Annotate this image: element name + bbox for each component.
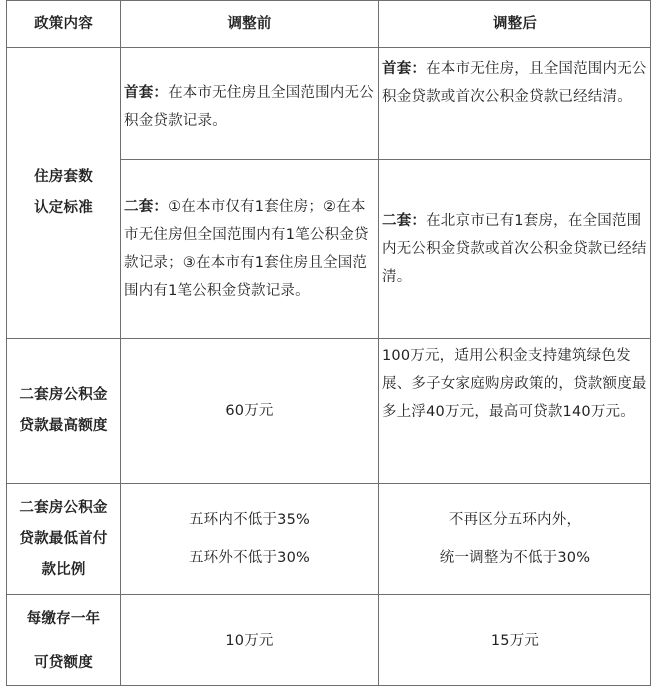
label-line: 住房套数 (34, 169, 93, 185)
down-payment-before-line: 五环外不低于30% (188, 550, 311, 566)
per-year-before (120, 594, 378, 686)
label-line: 可贷额度 (34, 654, 93, 671)
first-home-after-text: 在本市无住房，且全国范围内无公积金贷款或首次公积金贷款已经结清。 (382, 61, 647, 105)
row-label-housing-count (6, 47, 120, 338)
first-home-after (378, 47, 651, 159)
down-payment-before (120, 483, 378, 594)
policy-comparison-table (6, 0, 651, 686)
header-policy-content: 政策内容 (6, 0, 120, 47)
header-before: 调整前 (120, 0, 378, 47)
per-year-before-value: 10万元 (225, 632, 274, 649)
per-year-after-value: 15万元 (490, 632, 540, 649)
header-after: 调整后 (378, 0, 651, 47)
first-home-lead: 首套： (382, 61, 427, 77)
max-loan-after-text: 100万元，适用公积金支持建筑绿色发展、多子女家庭购房政策的，贷款额度最多上浮40万元，最高可贷款140万元。 (382, 348, 647, 420)
label-line: 二套房公积金 (19, 387, 108, 403)
second-home-before-text: ①在本市仅有1套住房；②在本市无住房但全国范围内有1笔公积金贷款记录；③在本市有1套住房且全国范围内有1笔公积金贷款记录。 (124, 199, 369, 299)
down-payment-after-line: 不再区分五环内外， (448, 512, 582, 528)
second-home-lead: 二套： (382, 213, 427, 229)
label-line: 二套房公积金 (19, 499, 108, 516)
first-home-lead: 首套： (124, 84, 169, 101)
second-home-after-text: 在北京市已有1套房，在全国范围内无公积金贷款或首次公积金贷款已经结清。 (382, 213, 647, 285)
down-payment-before-line: 五环内不低于35% (188, 512, 311, 528)
label-line: 贷款最高额度 (19, 418, 108, 434)
max-loan-before (120, 338, 378, 483)
row-label-per-year (6, 594, 120, 686)
first-home-before (120, 47, 378, 159)
label-line: 认定标准 (34, 200, 93, 216)
second-home-lead: 二套： (124, 199, 169, 215)
row-label-down-payment (6, 483, 120, 594)
second-home-before (120, 159, 378, 338)
label-line: 款比例 (41, 561, 86, 578)
first-home-before-text: 在本市无住房且全国范围内无公积金贷款记录。 (124, 84, 374, 129)
down-payment-after-line: 统一调整为不低于30% (439, 550, 591, 566)
per-year-after (378, 594, 651, 686)
label-line: 每缴存一年 (26, 610, 101, 627)
max-loan-before-value: 60万元 (225, 403, 274, 419)
down-payment-after (378, 483, 651, 594)
row-label-max-loan (6, 338, 120, 483)
second-home-after (378, 159, 651, 338)
max-loan-after (378, 338, 651, 483)
label-line: 贷款最低首付 (19, 530, 108, 547)
